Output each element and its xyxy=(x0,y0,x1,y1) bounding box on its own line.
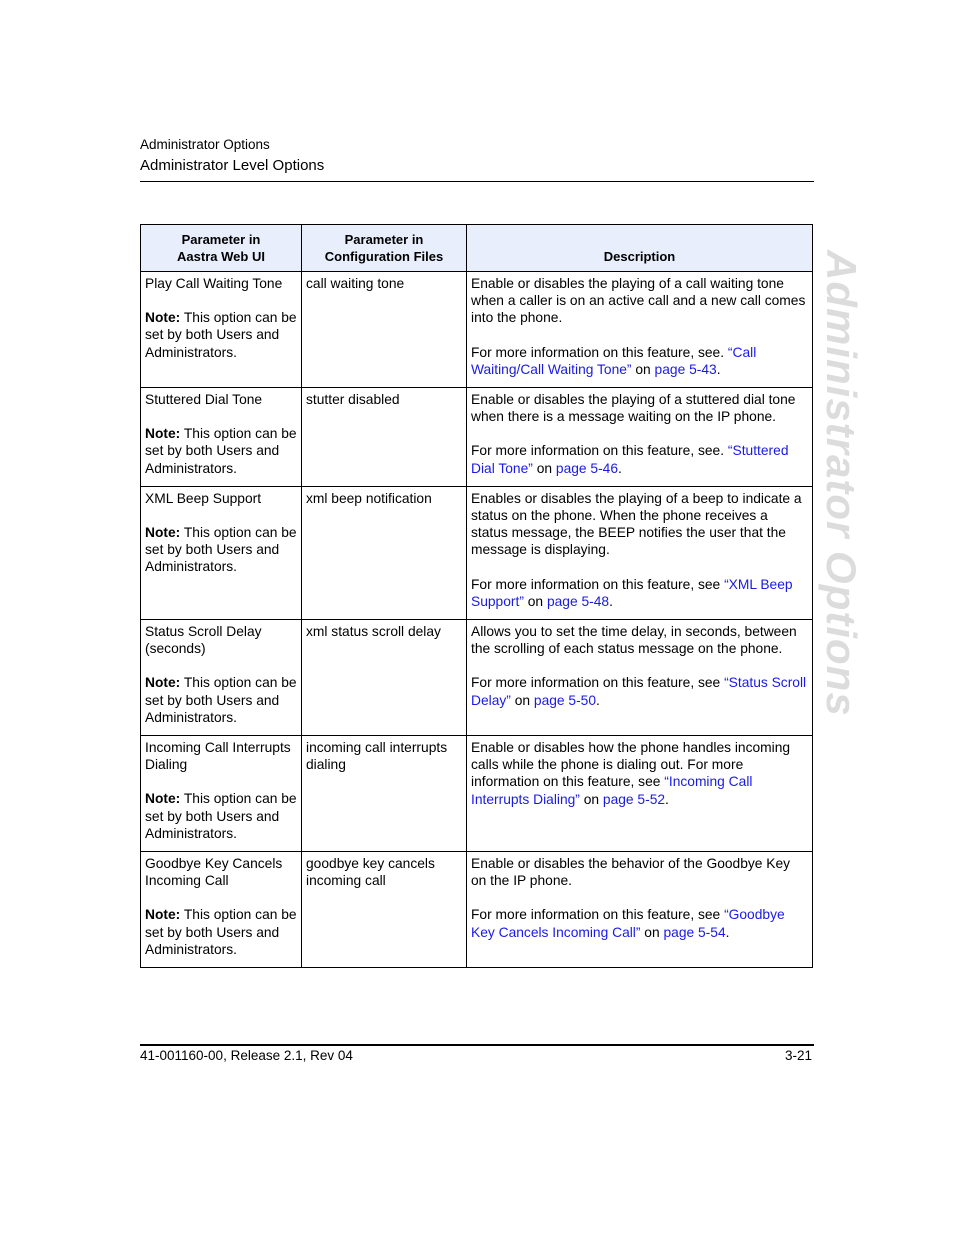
options-table xyxy=(140,224,813,968)
more-info-on: on xyxy=(523,593,547,609)
note-text: This option can be set by both Users and Administrators. xyxy=(145,907,297,957)
config-parameter-name: xml beep notification xyxy=(306,490,432,506)
cell-description xyxy=(467,272,813,388)
feature-cross-ref-link[interactable]: “Goodbye Key Cancels Incoming Call” xyxy=(471,907,785,940)
cell-config-parameter xyxy=(302,486,467,619)
description-text: Enable or disables the playing of a call waiting tone when a caller is on an active call and a new call comes into the phone. xyxy=(471,276,806,326)
user-admin-note xyxy=(145,906,297,958)
more-info xyxy=(471,674,808,708)
footer-divider xyxy=(140,1044,814,1046)
table-row xyxy=(141,272,813,388)
more-info-on: on xyxy=(510,692,534,708)
cell-description xyxy=(467,620,813,736)
description-text: Allows you to set the time delay, in seconds, between the scrolling of each status message on the phone. xyxy=(471,624,797,657)
cell-description xyxy=(467,388,813,487)
page-ref-link[interactable]: page 5-52 xyxy=(602,791,666,807)
table-row xyxy=(141,620,813,736)
col-header-description xyxy=(467,225,813,272)
web-ui-parameter-name: Status Scroll Delay (seconds) xyxy=(145,624,262,657)
more-info-end: . xyxy=(665,791,669,807)
more-info-on: on xyxy=(579,791,603,807)
cell-web-ui-parameter xyxy=(141,486,302,619)
feature-cross-ref-link[interactable]: “Incoming Call Interrupts Dialing” xyxy=(471,774,753,807)
table-row xyxy=(141,388,813,487)
note-text: This option can be set by both Users and Administrators. xyxy=(145,791,297,841)
page-ref-link[interactable]: page 5-46 xyxy=(555,460,619,476)
cell-config-parameter xyxy=(302,852,467,968)
cell-description xyxy=(467,736,813,852)
table-row xyxy=(141,736,813,852)
more-info xyxy=(471,344,808,378)
side-tab-title: Administrator Options xyxy=(818,250,865,717)
web-ui-parameter-name: XML Beep Support xyxy=(145,490,262,506)
more-info-prefix: For more information on this feature, see xyxy=(471,907,725,923)
cell-web-ui-parameter xyxy=(141,736,302,852)
more-info-end: . xyxy=(596,692,600,708)
more-info-on: on xyxy=(640,924,664,940)
cell-config-parameter xyxy=(302,388,467,487)
description-text: Enable or disables how the phone handles incoming calls while the phone is dialing out. For more information on this feature, see xyxy=(471,740,791,790)
more-info-end: . xyxy=(609,593,613,609)
note-label: Note: xyxy=(145,907,181,923)
footer-page-number: 3-21 xyxy=(785,1048,813,1063)
config-parameter-name: xml status scroll delay xyxy=(306,624,441,640)
config-parameter-name: incoming call interrupts dialing xyxy=(306,740,448,773)
feature-cross-ref-link[interactable]: “Call Waiting/Call Waiting Tone” xyxy=(471,344,757,377)
cell-web-ui-parameter xyxy=(141,852,302,968)
cell-web-ui-parameter xyxy=(141,272,302,388)
col-header-web-ui-label: Parameter in Aastra Web UI xyxy=(177,232,265,264)
more-info-end: . xyxy=(716,361,721,377)
user-admin-note xyxy=(145,524,297,576)
col-header-web-ui xyxy=(141,225,302,272)
note-text: This option can be set by both Users and Administrators. xyxy=(145,310,297,360)
note-label: Note: xyxy=(145,426,181,442)
note-label: Note: xyxy=(145,310,181,326)
cell-config-parameter xyxy=(302,620,467,736)
web-ui-parameter-name: Incoming Call Interrupts Dialing xyxy=(145,740,291,773)
page-ref-link[interactable]: page 5-48 xyxy=(546,593,610,609)
more-info xyxy=(471,906,808,940)
web-ui-parameter-name: Stuttered Dial Tone xyxy=(145,392,263,408)
table-row xyxy=(141,486,813,619)
header-divider xyxy=(140,181,814,182)
col-header-description-label: Description xyxy=(603,249,676,264)
note-text: This option can be set by both Users and Administrators. xyxy=(145,675,297,725)
note-text: This option can be set by both Users and Administrators. xyxy=(145,525,297,575)
config-parameter-name: stutter disabled xyxy=(306,392,400,408)
footer-doc-id: 41-001160-00, Release 2.1, Rev 04 xyxy=(140,1048,353,1063)
user-admin-note xyxy=(145,790,297,842)
user-admin-note xyxy=(145,309,297,361)
note-label: Note: xyxy=(145,791,181,807)
cell-config-parameter xyxy=(302,272,467,388)
config-parameter-name: call waiting tone xyxy=(306,276,405,291)
more-info xyxy=(471,442,808,476)
table-header-row xyxy=(141,225,813,272)
feature-cross-ref-link[interactable]: “Stuttered Dial Tone” xyxy=(471,443,789,476)
page-ref-link[interactable]: page 5-54 xyxy=(663,924,726,940)
col-header-config xyxy=(302,225,467,272)
running-header-section: Administrator Level Options xyxy=(140,157,325,174)
more-info-prefix: For more information on this feature, see xyxy=(471,675,725,691)
web-ui-parameter-name: Goodbye Key Cancels Incoming Call xyxy=(145,856,283,889)
more-info-end: . xyxy=(618,460,622,476)
user-admin-note xyxy=(145,674,297,726)
description-with-link xyxy=(471,739,808,808)
description-text: Enable or disables the behavior of the Goodbye Key on the IP phone. xyxy=(471,856,791,889)
table-row xyxy=(141,852,813,968)
note-label: Note: xyxy=(145,525,181,541)
page-ref-link[interactable]: page 5-50 xyxy=(533,692,597,708)
cell-config-parameter xyxy=(302,736,467,852)
feature-cross-ref-link[interactable]: “XML Beep Support” xyxy=(471,576,793,609)
user-admin-note xyxy=(145,425,297,477)
more-info-on: on xyxy=(532,460,556,476)
note-label: Note: xyxy=(145,675,181,691)
more-info-end: . xyxy=(725,924,730,940)
more-info-prefix: For more information on this feature, see. xyxy=(471,344,728,360)
more-info xyxy=(471,576,808,610)
more-info-prefix: For more information on this feature, see. xyxy=(471,443,728,459)
config-parameter-name: goodbye key cancels incoming call xyxy=(306,856,435,889)
running-header-chapter: Administrator Options xyxy=(140,137,270,152)
col-header-config-label: Parameter in Configuration Files xyxy=(324,232,444,264)
more-info-on: on xyxy=(631,361,655,377)
cell-web-ui-parameter xyxy=(141,388,302,487)
page-ref-link[interactable]: page 5-43 xyxy=(654,361,717,377)
note-text: This option can be set by both Users and Administrators. xyxy=(145,426,297,476)
cell-description xyxy=(467,852,813,968)
more-info-prefix: For more information on this feature, see xyxy=(471,576,725,592)
cell-web-ui-parameter xyxy=(141,620,302,736)
description-text: Enables or disables the playing of a beep to indicate a status on the phone. When the phone receives a status message, the BEEP notifies the user that the message is displaying. xyxy=(471,490,802,558)
feature-cross-ref-link[interactable]: “Status Scroll Delay” xyxy=(471,675,807,708)
web-ui-parameter-name: Play Call Waiting Tone xyxy=(145,276,283,291)
description-text: Enable or disables the playing of a stuttered dial tone when there is a message waiting on the IP phone. xyxy=(471,392,796,425)
cell-description xyxy=(467,486,813,619)
